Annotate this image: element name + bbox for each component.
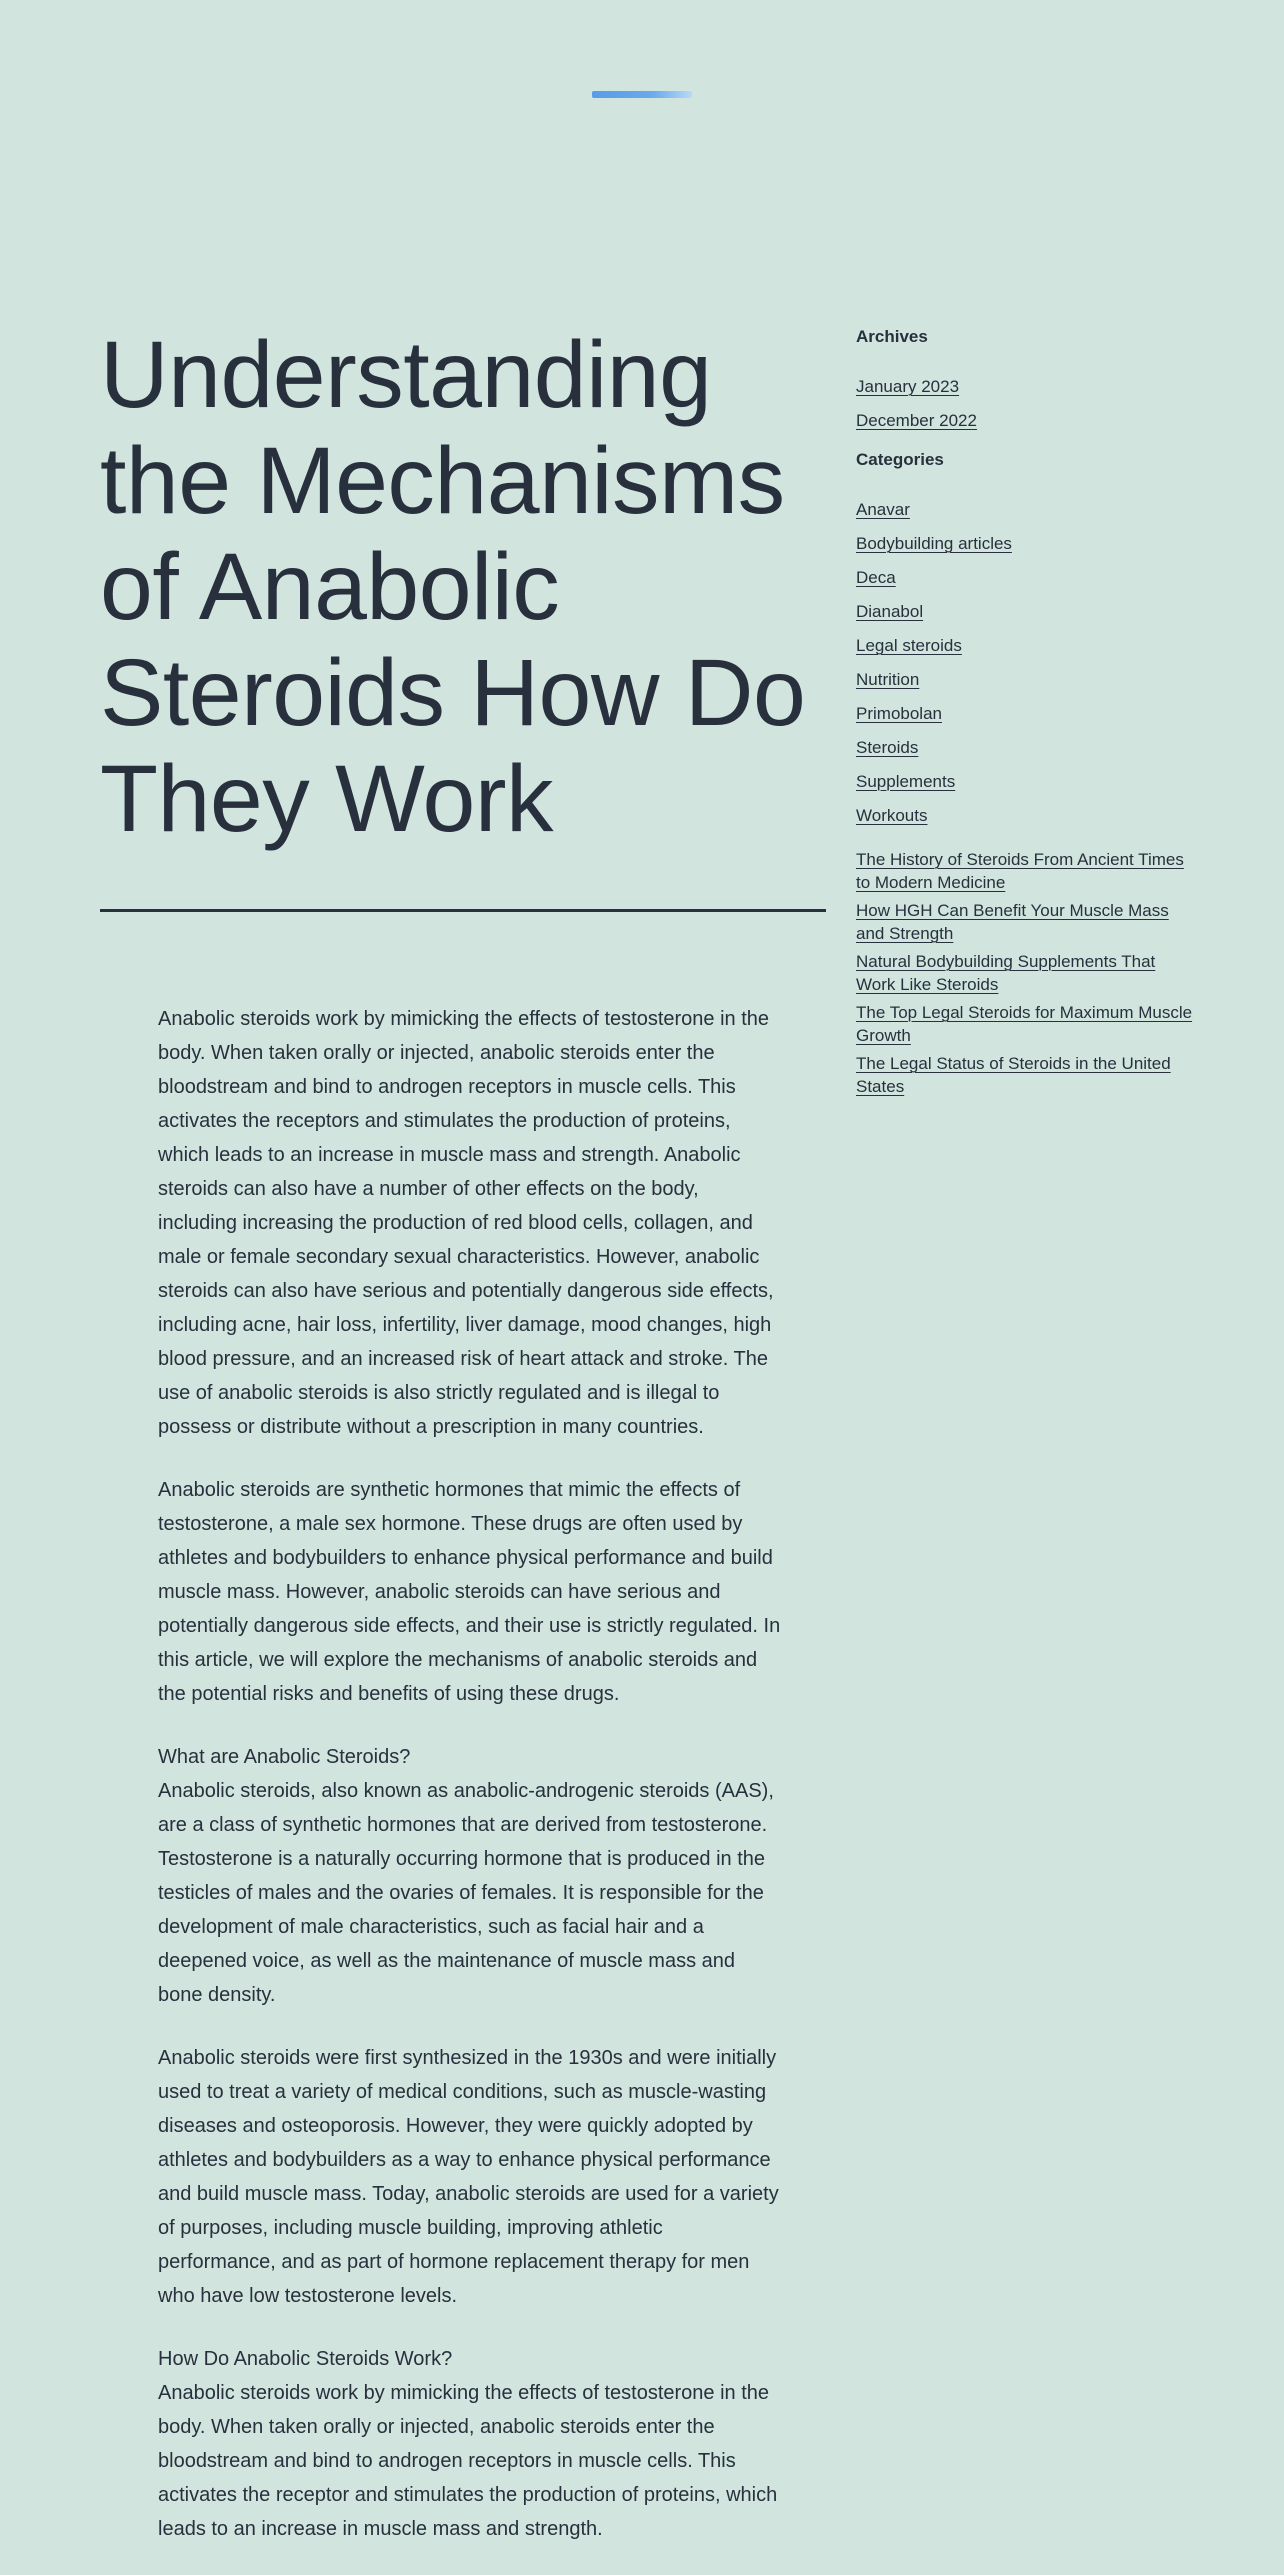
- list-item: [856, 899, 1196, 945]
- recent-post-link[interactable]: The History of Steroids From Ancient Times to Modern Medicine: [856, 850, 1184, 892]
- paragraph: Anabolic steroids were first synthesized in the 1930s and were initially used to treat a variety of medical conditions, such as muscle-wasting diseases and osteoporosis. However, they were quickly adopted by athletes and bodybuilders as a way to enhance physical performance and build muscle mass. Today, anabolic steroids are used for a variety of purposes, including muscle building, improving athletic performance, and as part of hormone replacement therapy for men who have low testosterone levels.: [158, 2047, 779, 2307]
- category-link-bodybuilding-articles[interactable]: Bodybuilding articles: [856, 534, 1012, 553]
- recent-post-link[interactable]: The Legal Status of Steroids in the United States: [856, 1054, 1171, 1096]
- list-item: [856, 670, 1196, 690]
- category-link-primobolan[interactable]: Primobolan: [856, 704, 942, 723]
- section-text: Anabolic steroids work by mimicking the effects of testosterone in the body. When taken orally or injected, anabolic steroids enter the bloodstream and bind to androgen receptors in muscle cells. This activates the receptor and stimulates the production of proteins, which leads to an increase in muscle mass and strength.: [158, 2382, 778, 2540]
- paragraph: Anabolic steroids are synthetic hormones that mimic the effects of testosterone, a male sex hormone. These drugs are often used by athletes and bodybuilders to enhance physical performance and build muscle mass. However, anabolic steroids can have serious and potentially dangerous side effects, and their use is strictly regulated. In this article, we will explore the mechanisms of anabolic steroids and the potential risks and benefits of using these drugs.: [158, 1479, 781, 1705]
- section-heading: How Do Anabolic Steroids Work?: [158, 2348, 453, 2370]
- list-item: [856, 636, 1196, 656]
- recent-post-link[interactable]: The Top Legal Steroids for Maximum Muscle Growth: [856, 1003, 1193, 1045]
- list-item: [856, 950, 1196, 996]
- section-how-work: [158, 2342, 782, 2546]
- list-item: [856, 602, 1196, 622]
- list-item: [856, 1052, 1196, 1098]
- list-item: [856, 411, 1196, 431]
- post-content: [158, 1002, 782, 2575]
- recent-post-link[interactable]: How HGH Can Benefit Your Muscle Mass and Strength: [856, 901, 1169, 943]
- paragraph: Anabolic steroids work by mimicking the effects of testosterone in the body. When taken orally or injected, anabolic steroids enter the bloodstream and bind to androgen receptors in muscle cells. This activates the receptors and stimulates the production of proteins, which leads to an increase in muscle mass and strength. Anabolic steroids can also have a number of other effects on the body, including increasing the production of red blood cells, collagen, and male or female secondary sexual characteristics. However, anabolic steroids can also have serious and potentially dangerous side effects, including acne, hair loss, infertility, liver damage, mood changes, high blood pressure, and an increased risk of heart attack and stroke. The use of anabolic steroids is also strictly regulated and is illegal to possess or distribute without a prescription in many countries.: [158, 1008, 774, 1438]
- recent-post-link[interactable]: Natural Bodybuilding Supplements That Work Like Steroids: [856, 952, 1156, 994]
- category-link-legal-steroids[interactable]: Legal steroids: [856, 636, 962, 655]
- section-heading: What are Anabolic Steroids?: [158, 1746, 411, 1768]
- categories-list: [856, 500, 1196, 826]
- category-link-dianabol[interactable]: Dianabol: [856, 602, 924, 621]
- archives-title: Archives: [856, 327, 928, 346]
- category-link-workouts[interactable]: Workouts: [856, 806, 928, 825]
- section-text: Anabolic steroids, also known as anabolic-androgenic steroids (AAS), are a class of synthetic hormones that are derived from testosterone. Testosterone is a naturally occurring hormone that is produced in the testicles of males and the ovaries of females. It is responsible for the development of male characteristics, such as facial hair and a deepened voice, as well as the maintenance of muscle mass and bone density.: [158, 1780, 774, 2006]
- category-link-steroids[interactable]: Steroids: [856, 738, 919, 757]
- list-item: [856, 568, 1196, 588]
- category-link-supplements[interactable]: Supplements: [856, 772, 956, 791]
- list-item: [856, 738, 1196, 758]
- list-item: [856, 848, 1196, 894]
- archive-link-january-2023[interactable]: January 2023: [856, 377, 960, 396]
- sidebar: [856, 322, 1196, 1103]
- category-link-deca[interactable]: Deca: [856, 568, 896, 587]
- title-divider: [100, 909, 826, 912]
- site-accent-bar: [592, 91, 692, 98]
- archive-link-december-2022[interactable]: December 2022: [856, 411, 977, 430]
- list-item: [856, 704, 1196, 724]
- list-item: [856, 772, 1196, 792]
- list-item: [856, 500, 1196, 520]
- archives-list: [856, 377, 1196, 431]
- category-link-nutrition[interactable]: Nutrition: [856, 670, 920, 689]
- list-item: [856, 806, 1196, 826]
- category-link-anavar[interactable]: Anavar: [856, 500, 910, 519]
- post-title: Understanding the Mechanisms of Anabolic Steroids How Do They Work: [100, 322, 806, 852]
- recent-posts-list: [856, 848, 1196, 1098]
- list-item: [856, 377, 1196, 397]
- section-what-are: [158, 1740, 782, 2012]
- list-item: [856, 1001, 1196, 1047]
- list-item: [856, 534, 1196, 554]
- categories-title: Categories: [856, 450, 944, 469]
